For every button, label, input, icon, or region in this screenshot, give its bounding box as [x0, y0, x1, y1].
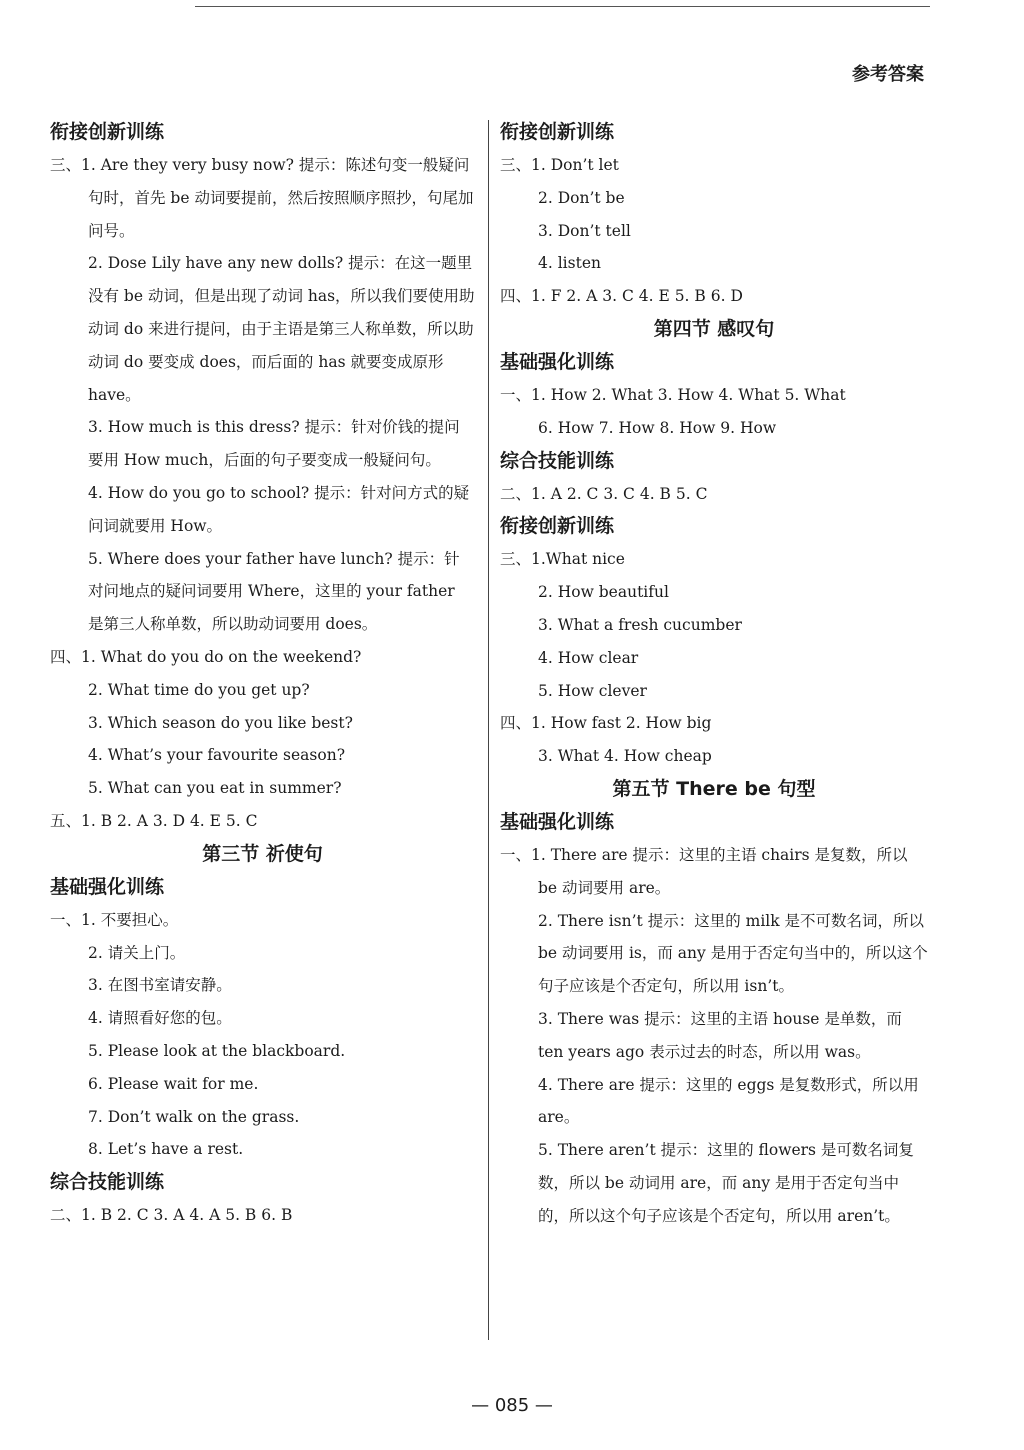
column-divider — [488, 120, 489, 1340]
answer-item: 三、1. Don’t let — [500, 156, 619, 174]
answer-item: 2. Don’t be — [538, 188, 625, 207]
answer-item: 2. Dose Lily have any new dolls? 提示：在这一题里没有 be 动词，但是出现了动词 has，所以我们要使用助动词 do 来进行提问，由于主语是第三人称单数，所以助动词 do 要变成 does，而后面的 has 就要变成原形 have。 — [88, 254, 475, 404]
answer-item: 四、1. How fast 2. How big — [500, 714, 712, 733]
answer-item: 一、1. How 2. What 3. How 4. What 5. What — [500, 385, 846, 404]
answer-item: 3. What a fresh cucumber — [538, 615, 742, 634]
section-heading: 基础强化训练 — [500, 810, 615, 833]
answer-item: 三、1.What nice — [500, 550, 625, 569]
top-rule — [195, 6, 930, 7]
page-number: — 085 — — [471, 1395, 553, 1416]
answer-item: 2. What time do you get up? — [88, 680, 310, 699]
answer-item: 5. There aren’t 提示：这里的 flowers 是可数名词复数，所以 be 动词用 are，而 any 是用于否定句当中的，所以这个句子应该是个否定句，所以用 aren’t。 — [538, 1141, 914, 1225]
answer-item: 2. How beautiful — [538, 583, 669, 602]
answer-item: 一、1. 不要担心。 — [50, 910, 179, 929]
right-column — [500, 116, 928, 1233]
section-heading: 综合技能训练 — [50, 1171, 165, 1194]
answer-item: 5. How clever — [538, 681, 647, 700]
header-label: 参考答案 — [852, 64, 924, 85]
answer-item: 四、1. What do you do on the weekend? — [50, 647, 362, 666]
section-heading: 衔接创新训练 — [50, 121, 165, 143]
answer-item: 3. What 4. How cheap — [538, 747, 712, 766]
answer-item: 2. There isn’t 提示：这里的 milk 是不可数名词，所以 be 动词要用 is，而 any 是用于否定句当中的，所以这个句子应该是个否定句，所以用 isn’t。 — [538, 911, 928, 996]
answer-item: 四、1. F 2. A 3. C 4. E 5. B 6. D — [500, 287, 743, 306]
answer-item: 五、1. B 2. A 3. D 4. E 5. C — [50, 811, 258, 830]
answer-item: 3. There was 提示：这里的主语 house 是单数，而 ten years ago 表示过去的时态，所以用 was。 — [538, 1009, 902, 1061]
answer-item: 3. Which season do you like best? — [88, 713, 353, 732]
answer-item: 6. How 7. How 8. How 9. How — [538, 418, 777, 437]
section-heading: 衔接创新训练 — [500, 515, 615, 538]
answer-item: 5. Please look at the blackboard. — [88, 1041, 346, 1060]
section-heading: 衔接创新训练 — [500, 121, 615, 143]
answer-item: 一、1. There are 提示：这里的主语 chairs 是复数，所以 be 动词要用 are。 — [500, 845, 908, 897]
left-column — [50, 116, 475, 1232]
chapter-title: 第三节 祈使句 — [202, 842, 323, 865]
answer-item: 3. How much is this dress? 提示：针对价钱的提问要用 How much，后面的句子要变成一般疑问句。 — [88, 418, 460, 470]
chapter-title: 第四节 感叹句 — [653, 317, 775, 340]
answer-item: 3. 在图书室请安静。 — [88, 976, 232, 995]
answer-item: 二、1. B 2. C 3. A 4. A 5. B 6. B — [50, 1206, 293, 1225]
answer-item: 三、1. Are they very busy now? 提示：陈述句变一般疑问句时，首先 be 动词要提前，然后按照顺序照抄，句尾加问号。 — [50, 156, 474, 240]
answer-item: 4. What’s your favourite season? — [88, 746, 346, 765]
answer-item: 4. 请照看好您的包。 — [88, 1009, 232, 1028]
answer-item: 6. Please wait for me. — [88, 1074, 259, 1093]
chapter-title: 第五节 There be 句型 — [612, 777, 816, 800]
section-heading: 综合技能训练 — [500, 449, 615, 472]
answer-item: 2. 请关上门。 — [88, 943, 186, 962]
answer-item: 4. There are 提示：这里的 eggs 是复数形式，所以用 are。 — [538, 1075, 919, 1127]
section-heading: 基础强化训练 — [50, 875, 165, 898]
answer-item: 7. Don’t walk on the grass. — [88, 1107, 300, 1126]
answer-item: 5. Where does your father have lunch? 提示：针对问地点的疑问词要用 Where，这里的 your father 是第三人称单数，所以助动词要用 does。 — [88, 549, 460, 634]
answer-item: 3. Don’t tell — [538, 221, 631, 240]
answer-item: 8. Let’s have a rest. — [88, 1140, 244, 1159]
answer-item: 二、1. A 2. C 3. C 4. B 5. C — [500, 484, 708, 503]
answer-item: 4. listen — [538, 254, 601, 273]
answer-item: 4. How clear — [538, 648, 639, 667]
answer-item: 4. How do you go to school? 提示：针对问方式的疑问词就要用 How。 — [88, 483, 470, 535]
section-heading: 基础强化训练 — [500, 350, 615, 373]
answer-item: 5. What can you eat in summer? — [88, 779, 342, 798]
